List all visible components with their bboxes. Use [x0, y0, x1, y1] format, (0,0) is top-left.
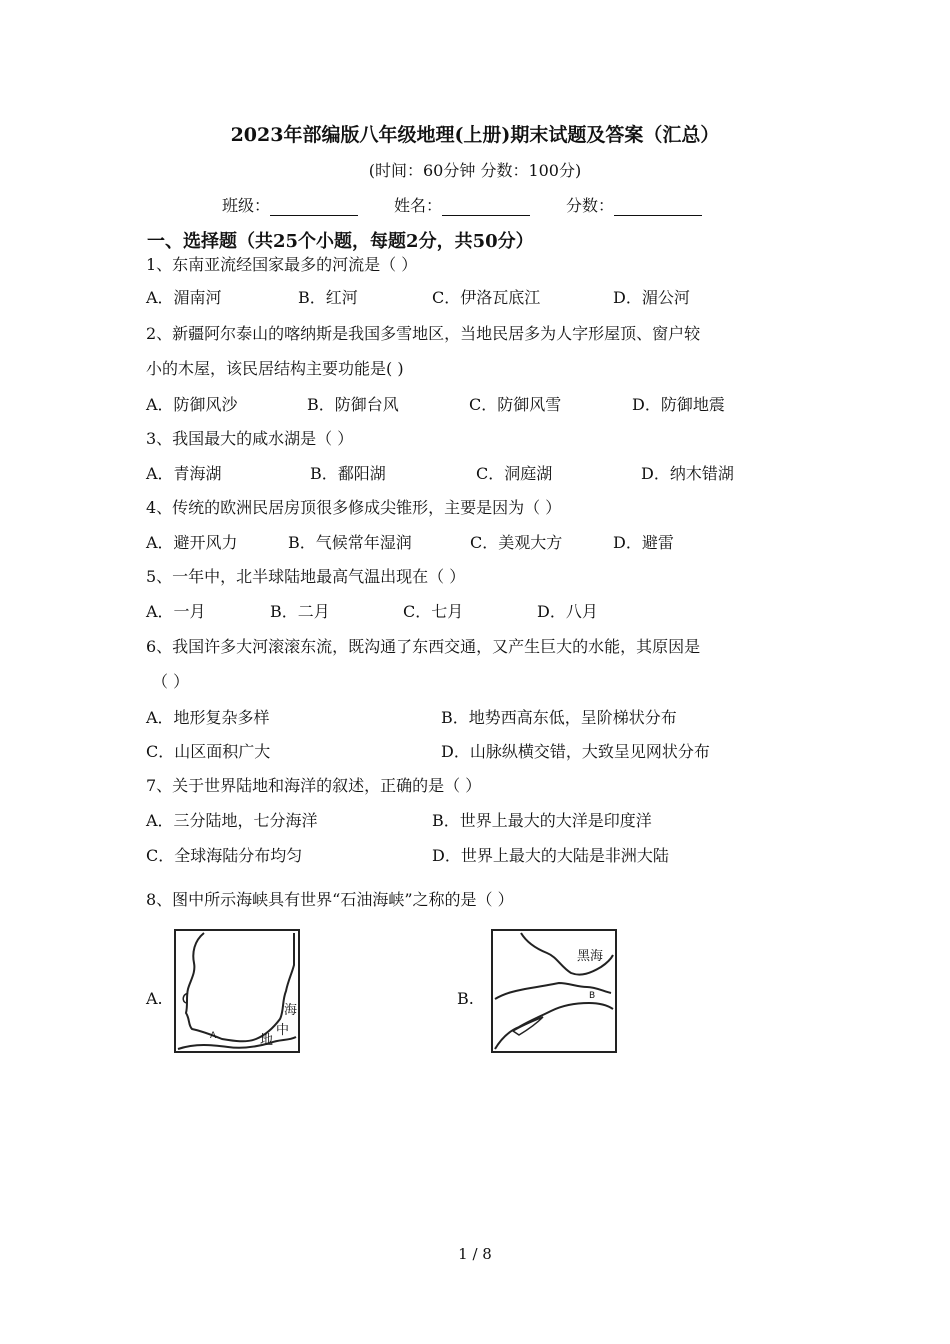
map-b-bosporus	[491, 929, 617, 1053]
q2-option-d: D．防御地震	[632, 395, 725, 414]
question-6-line-2: （ ）	[152, 672, 190, 691]
q2-option-a: A．防御风沙	[146, 395, 238, 414]
question-1: 1、东南亚流经国家最多的河流是（ ）	[146, 255, 418, 274]
q2-option-b: B．防御台风	[307, 395, 399, 414]
q6-option-b: B．地势西高东低，呈阶梯状分布	[441, 708, 677, 727]
q7-option-a: A．三分陆地，七分海洋	[146, 811, 318, 830]
q8-option-a: A.	[146, 989, 163, 1008]
page-number: 1 / 8	[458, 1245, 492, 1263]
map-b-marker: B	[589, 991, 596, 1001]
question-5: 5、一年中，北半球陆地最高气温出现在（ ）	[146, 567, 466, 586]
q7-option-d: D．世界上最大的大陆是非洲大陆	[432, 846, 669, 865]
q1-option-b: B．红河	[298, 288, 358, 307]
question-2-line-1: 2、新疆阿尔泰山的喀纳斯是我国多雪地区，当地民居多为人字形屋顶、窗户较	[146, 324, 701, 343]
question-7: 7、关于世界陆地和海洋的叙述，正确的是（ ）	[146, 776, 482, 795]
q4-option-c: C．美观大方	[470, 533, 563, 552]
q4-option-d: D．避雷	[613, 533, 674, 552]
section-title: 一、选择题（共25个小题，每题2分，共50分）	[147, 231, 534, 252]
q5-option-d: D．八月	[537, 602, 598, 621]
q7-option-c: C．全球海陆分布均匀	[146, 846, 303, 865]
q4-option-a: A．避开风力	[146, 533, 238, 552]
name-label: 姓名：	[394, 196, 443, 215]
score-blank[interactable]	[614, 197, 702, 216]
question-3: 3、我国最大的咸水湖是（ ）	[146, 429, 354, 448]
page-title: 2023年部编版八年级地理(上册)期末试题及答案（汇总）	[230, 124, 720, 146]
q8-option-b: B.	[457, 989, 474, 1008]
question-8: 8、图中所示海峡具有世界“石油海峡”之称的是（ ）	[146, 890, 514, 909]
q5-option-a: A．一月	[146, 602, 206, 621]
q5-option-b: B．二月	[270, 602, 330, 621]
score-label: 分数：	[566, 196, 615, 215]
map-a-gibraltar	[174, 929, 300, 1053]
q7-option-b: B．世界上最大的大洋是印度洋	[432, 811, 652, 830]
q6-option-a: A．地形复杂多样	[146, 708, 270, 727]
question-4: 4、传统的欧洲民居房顶很多修成尖锥形，主要是因为（ ）	[146, 498, 562, 517]
q1-option-a: A．湄南河	[146, 288, 222, 307]
q1-option-c: C．伊洛瓦底江	[432, 288, 541, 307]
map-a-label-hai: 海	[284, 1003, 298, 1018]
class-blank[interactable]	[270, 197, 358, 216]
q5-option-c: C．七月	[403, 602, 464, 621]
student-info-fields	[222, 193, 702, 216]
q3-option-d: D．纳木错湖	[641, 464, 734, 483]
map-a-label-di: 地	[260, 1033, 274, 1048]
class-label: 班级：	[222, 196, 271, 215]
q6-option-d: D．山脉纵横交错，大致呈见网状分布	[441, 742, 710, 761]
map-a-marker: A	[210, 1031, 217, 1041]
name-blank[interactable]	[442, 197, 530, 216]
q1-option-d: D．湄公河	[613, 288, 690, 307]
q3-option-c: C．洞庭湖	[476, 464, 553, 483]
question-6-line-1: 6、我国许多大河滚滚东流，既沟通了东西交通，又产生巨大的水能，其原因是	[146, 637, 701, 656]
question-2-line-2: 小的木屋，该民居结构主要功能是( )	[146, 359, 404, 378]
q3-option-a: A．青海湖	[146, 464, 222, 483]
exam-time-score: (时间：60分钟 分数：100分)	[368, 161, 582, 180]
q4-option-b: B．气候常年湿润	[288, 533, 412, 552]
q2-option-c: C．防御风雪	[469, 395, 562, 414]
q3-option-b: B．鄱阳湖	[310, 464, 386, 483]
map-b-label-black-sea: 黑海	[577, 949, 604, 964]
q6-option-c: C．山区面积广大	[146, 742, 271, 761]
map-a-label-zhong: 中	[276, 1023, 290, 1038]
